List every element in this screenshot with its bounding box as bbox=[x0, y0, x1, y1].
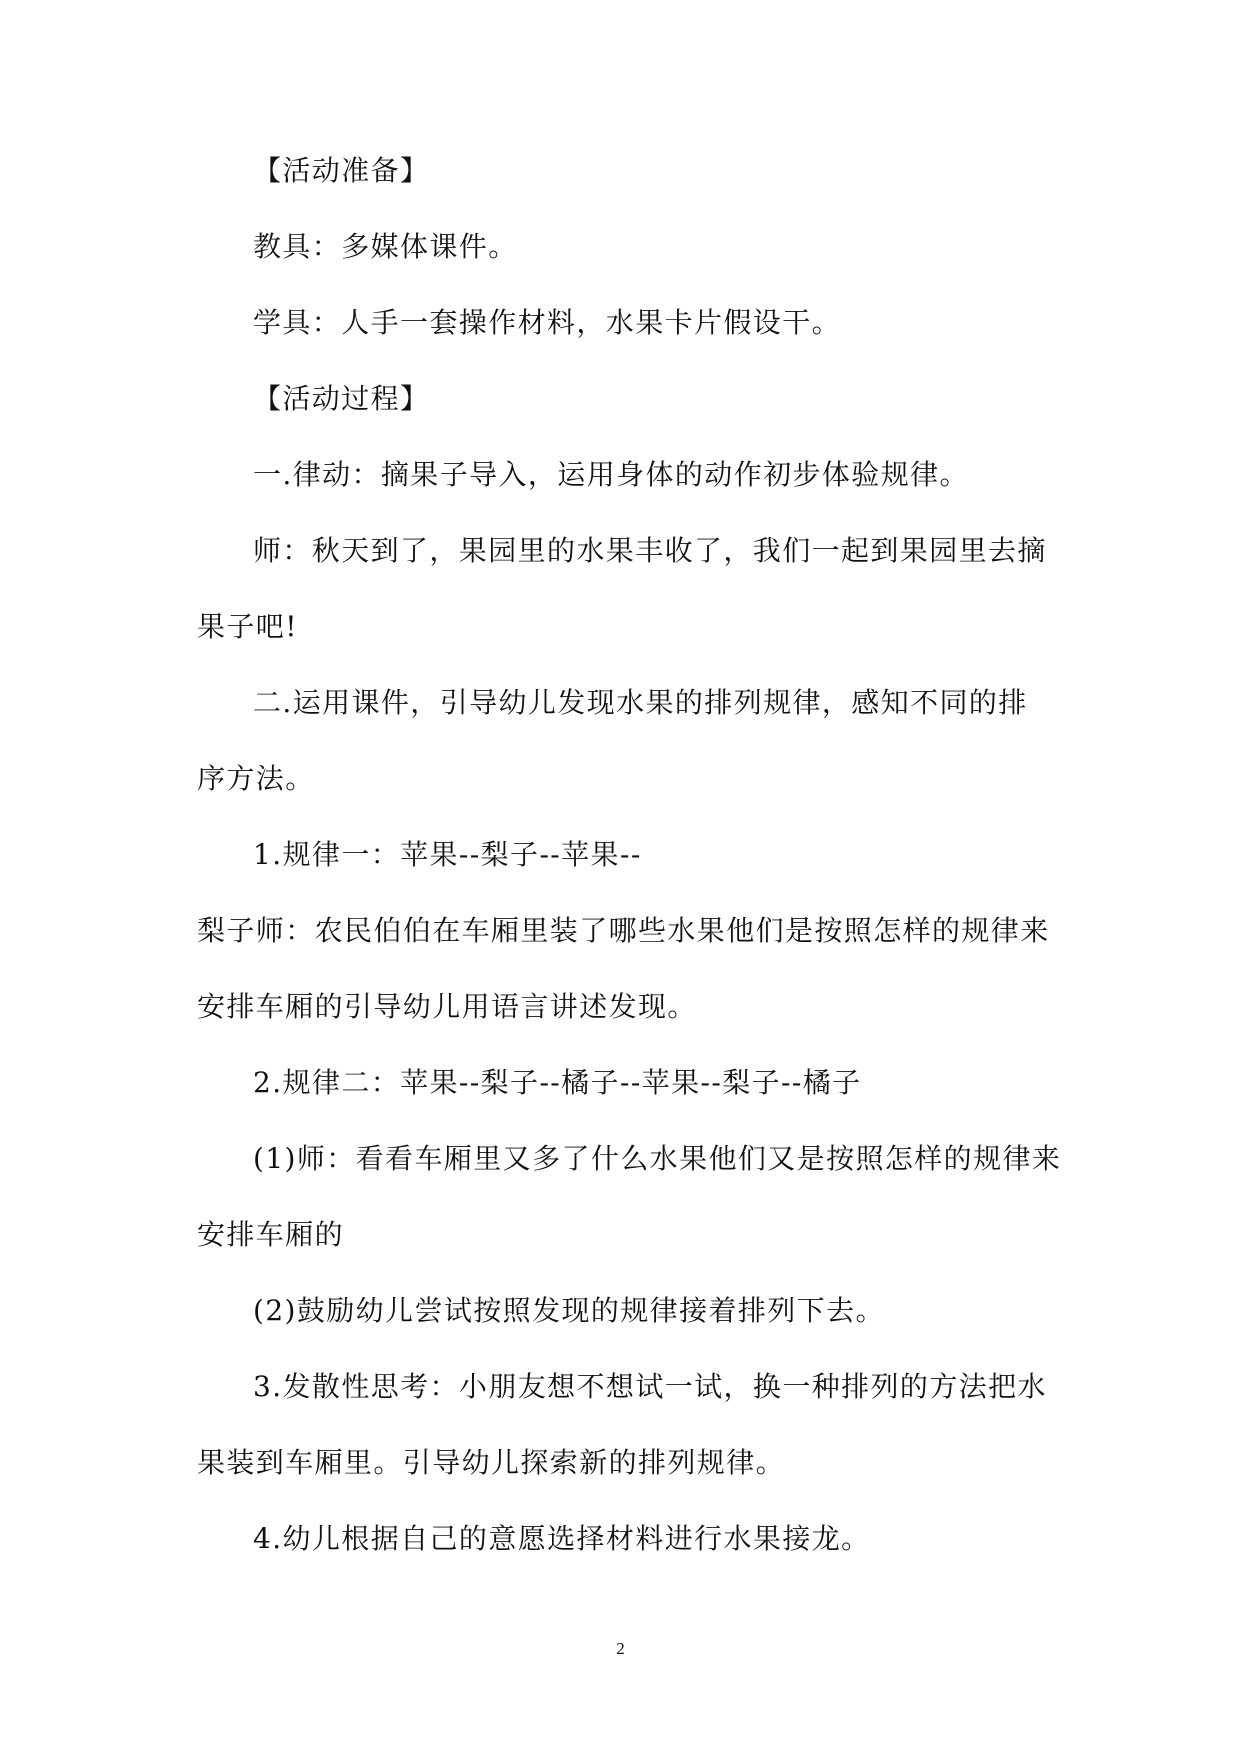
page-number: 2 bbox=[616, 1639, 625, 1658]
paragraph-line: 序方法。 bbox=[197, 762, 315, 795]
paragraph bbox=[197, 665, 1057, 817]
paragraph-line: 安排车厢的 bbox=[197, 1218, 345, 1251]
paragraph bbox=[197, 1349, 1057, 1501]
paragraph-line: (1)师：看看车厢里又多了什么水果他们又是按照怎样的规律来 bbox=[253, 1142, 1062, 1175]
paragraph bbox=[197, 1501, 1057, 1577]
paragraph-line: 学具：人手一套操作材料，水果卡片假设干。 bbox=[253, 306, 842, 339]
section-heading bbox=[197, 361, 1057, 437]
paragraph-line: 梨子师：农民伯伯在车厢里装了哪些水果他们是按照怎样的规律来 bbox=[197, 914, 1050, 947]
paragraph-line: 【活动过程】 bbox=[253, 382, 430, 415]
document-body bbox=[197, 133, 1062, 1577]
paragraph bbox=[197, 1045, 1057, 1121]
paragraph-line: 2.规律二：苹果--梨子--橘子--苹果--梨子--橘子 bbox=[253, 1066, 862, 1099]
paragraph-line: 4.幼儿根据自己的意愿选择材料进行水果接龙。 bbox=[253, 1522, 871, 1555]
paragraph-line: 果子吧! bbox=[197, 610, 298, 643]
paragraph-line: 【活动准备】 bbox=[253, 154, 430, 187]
paragraph bbox=[197, 437, 1057, 513]
paragraph-line: 3.发散性思考：小朋友想不想试一试，换一种排列的方法把水 bbox=[253, 1370, 1047, 1403]
paragraph bbox=[197, 209, 1057, 285]
paragraph bbox=[197, 1273, 1057, 1349]
paragraph bbox=[197, 817, 1057, 1045]
paragraph bbox=[197, 1121, 1062, 1273]
section-heading bbox=[197, 133, 1057, 209]
paragraph-line: 一.律动：摘果子导入，运用身体的动作初步体验规律。 bbox=[253, 458, 969, 491]
paragraph bbox=[197, 513, 1057, 665]
paragraph-line: 果装到车厢里。引导幼儿探索新的排列规律。 bbox=[197, 1446, 786, 1479]
paragraph-line: 师：秋天到了，果园里的水果丰收了，我们一起到果园里去摘 bbox=[253, 534, 1047, 567]
paragraph bbox=[197, 285, 1057, 361]
paragraph-line: 安排车厢的引导幼儿用语言讲述发现。 bbox=[197, 990, 697, 1023]
paragraph-line: 1.规律一：苹果--梨子--苹果-- bbox=[253, 838, 642, 871]
paragraph-line: (2)鼓励幼儿尝试按照发现的规律接着排列下去。 bbox=[253, 1294, 885, 1327]
paragraph-line: 二.运用课件，引导幼儿发现水果的排列规律，感知不同的排 bbox=[253, 686, 1028, 719]
paragraph-line: 教具：多媒体课件。 bbox=[253, 230, 518, 263]
